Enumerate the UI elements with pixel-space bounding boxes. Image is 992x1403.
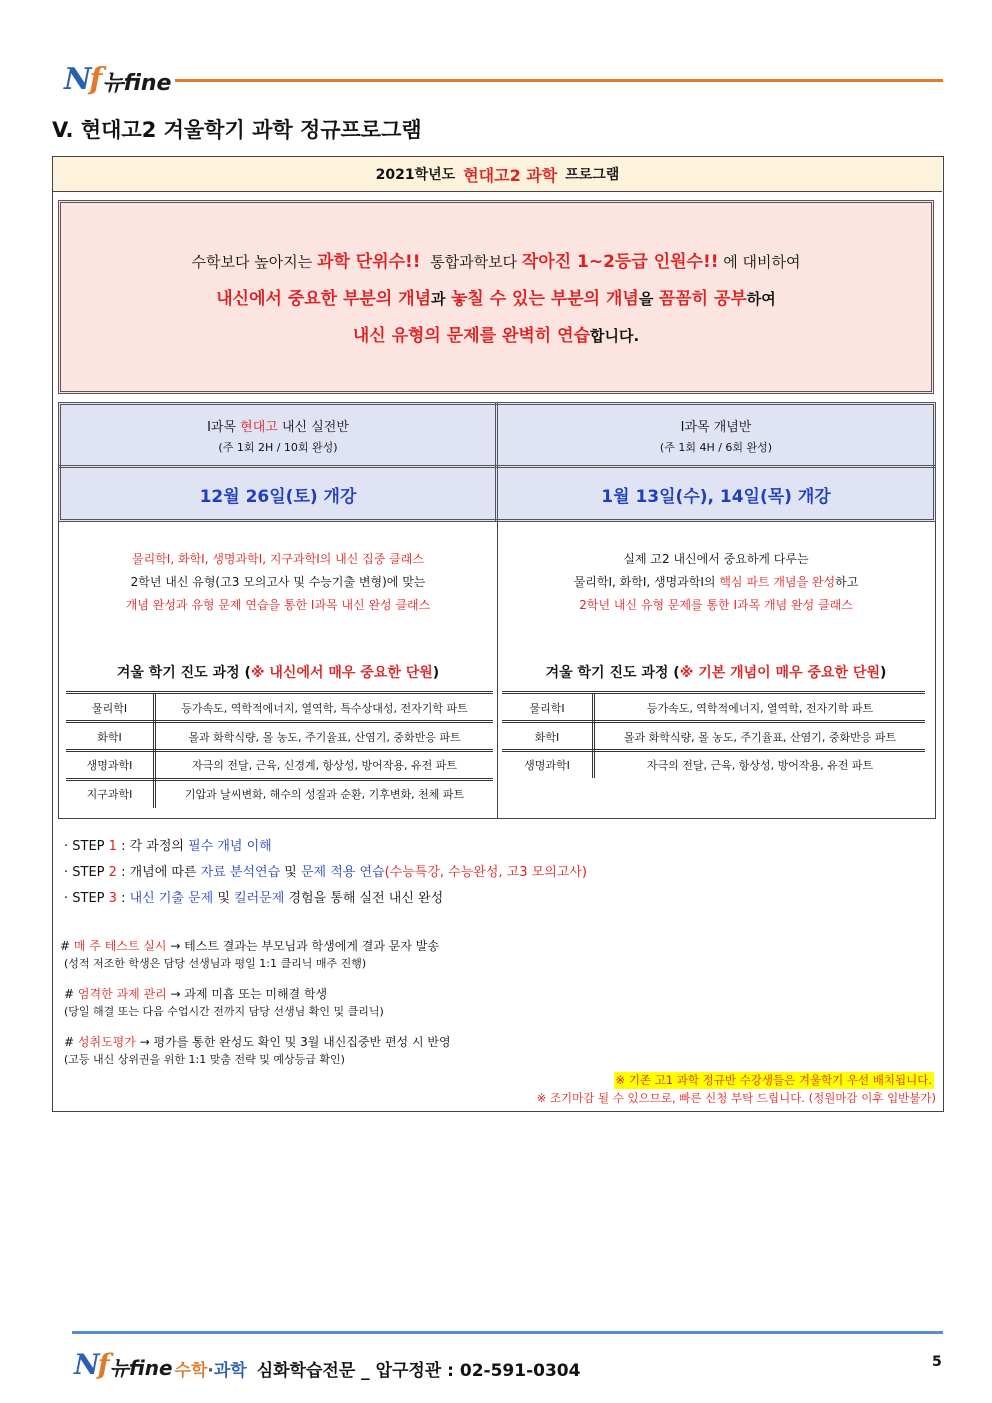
intro-line-1 — [58, 244, 934, 281]
intro-emph-practice: 내신 유형의 문제를 완벽히 연습 — [352, 326, 590, 346]
note-emph: 성취도평가 — [77, 1035, 136, 1049]
note-text: → 테스트 결과는 부모님과 학생에게 결과 문자 발송 — [170, 939, 439, 953]
note-3-sub: (고등 내신 상위권을 위한 1:1 맞춤 전략 및 예상등급 확인) — [64, 1053, 345, 1066]
left-desc-line-2: 2학년 내신 유형(고3 모의고사 및 수능기출 변형)에 맞는 — [130, 575, 426, 589]
table-row-subject: 생명과학Ⅰ — [524, 759, 570, 772]
table-row-subject: 화학Ⅰ — [97, 731, 122, 744]
note-hash: # — [64, 987, 75, 1001]
intro-emph-study: 꼼꼼히 공부 — [658, 289, 747, 309]
right-desc-2c: 하고 — [835, 575, 859, 589]
step-label: · STEP — [64, 839, 105, 854]
right-desc-line-1: 실제 고2 내신에서 중요하게 다루는 — [623, 552, 809, 566]
table-rule — [502, 691, 925, 694]
note-text: → 과제 미흡 또는 미해결 학생 — [170, 987, 328, 1001]
right-class-start: 1월 13일(수), 14일(목) 개강 — [601, 486, 831, 507]
table-row-subject: 화학Ⅰ — [534, 731, 560, 744]
logo-mark: Nf — [64, 62, 101, 97]
right-course-title-c: ) — [879, 665, 887, 681]
left-class-start: 12월 26일(토) 개강 — [199, 486, 357, 507]
note-hash: # — [64, 1035, 75, 1049]
note-3 — [64, 1033, 451, 1051]
step-note: (수능특강, 수능완성, 고3 모의고사) — [384, 865, 587, 880]
step-emph: 필수 개념 이해 — [188, 839, 272, 854]
left-desc-line-1: 물리학Ⅰ, 화학Ⅰ, 생명과학Ⅰ, 지구과학Ⅰ의 내신 집중 클래스 — [132, 552, 424, 566]
footer-logo-brand: 뉴fine — [109, 1356, 173, 1380]
left-course-title-c: ) — [432, 665, 440, 681]
step-number: 3 — [108, 891, 117, 906]
intro-text-c: 에 대비하여 — [723, 253, 801, 271]
table-rule — [502, 720, 925, 723]
step-text: : — [121, 891, 126, 906]
left-class-description — [62, 548, 494, 617]
right-class-name: Ⅰ과목 개념반 — [680, 419, 752, 435]
header-logo — [64, 62, 171, 97]
step-text: 경험을 통해 실전 내신 완성 — [288, 891, 444, 906]
right-desc-line-3: 2학년 내신 유형 문제를 통한 Ⅰ과목 개념 완성 클래스 — [579, 598, 853, 612]
intro-text-b: 통합과학보다 — [430, 253, 518, 271]
left-course-title-a: 겨울 학기 진도 과정 ( — [116, 665, 251, 681]
table-row-content: 몰과 화학식량, 몰 농도, 주기율표, 산염기, 중화반응 파트 — [623, 731, 897, 744]
footer-rule — [72, 1331, 943, 1334]
page-number: 5 — [932, 1354, 942, 1370]
step-number: 1 — [108, 839, 117, 854]
note-1-sub: (성적 저조한 학생은 담당 선생님과 평일 1:1 클리닉 매주 진행) — [64, 957, 367, 970]
step-3 — [64, 886, 587, 912]
note-hash: # — [60, 939, 71, 953]
step-number: 2 — [108, 865, 117, 880]
note-emph: 매 주 테스트 실시 — [73, 939, 167, 953]
note-1 — [60, 937, 451, 955]
right-class-schedule: (주 1회 4H / 6회 완성) — [659, 440, 773, 454]
right-desc-2a: 물리학Ⅰ, 화학Ⅰ, 생명과학Ⅰ의 — [573, 575, 716, 589]
table-row-content: 기압과 날씨변화, 해수의 성질과 순환, 기후변화, 천체 파트 — [184, 788, 465, 801]
table-row-content: 자극의 전달, 근육, 신경계, 항상성, 방어작용, 유전 파트 — [191, 759, 458, 772]
notice-early-close: ※ 조기마감 될 수 있으므로, 빠른 신청 부탁 드립니다. (정원마감 이후 입반불가) — [536, 1091, 936, 1105]
footer-subject-science: 과학 — [213, 1361, 247, 1381]
right-course-table — [502, 691, 925, 781]
intro-line-2 — [58, 281, 934, 318]
notes-list — [60, 937, 451, 1069]
right-course-title — [499, 662, 933, 682]
footer-tagline: 심화학습전문 _ 압구정관 : 02-591-0304 — [256, 1361, 581, 1381]
intro-emph-important: 내신에서 중요한 부분의 개념 — [216, 289, 432, 309]
notice-priority: ※ 기존 고1 과학 정규반 수강생들은 겨울학기 우선 배치됩니다. — [615, 1073, 932, 1087]
step-emph: 문제 적용 연습 — [300, 865, 385, 880]
right-course-title-b: ※ 기본 개념이 매우 중요한 단원 — [679, 665, 880, 681]
table-rule — [66, 778, 493, 781]
right-course-title-a: 겨울 학기 진도 과정 ( — [545, 665, 680, 681]
step-emph: 킬러문제 — [234, 891, 285, 906]
table-row-subject: 지구과학Ⅰ — [86, 788, 133, 801]
table-row-content: 자극의 전달, 근육, 항상성, 방어작용, 유전 파트 — [646, 759, 874, 772]
program-highlight: 현대고2 과학 — [463, 165, 558, 185]
step-label: · STEP — [64, 865, 105, 880]
step-text: : 각 과정의 — [121, 839, 184, 854]
header-rule — [175, 79, 943, 82]
left-course-table — [66, 691, 493, 807]
left-class-schedule: (주 1회 2H / 10회 완성) — [218, 440, 338, 454]
right-class-description — [499, 548, 933, 617]
right-desc-line-2 — [499, 571, 933, 594]
intro-text-d: 과 — [431, 290, 446, 308]
left-course-title-b: ※ 내신에서 매우 중요한 단원 — [250, 665, 433, 681]
intro-text-f: 하여 — [746, 290, 776, 308]
step-text: : 개념에 따른 — [121, 865, 197, 880]
right-class-header — [499, 406, 933, 464]
program-year: 2021학년도 — [375, 167, 456, 183]
intro-emph-missable: 놓칠 수 있는 부분의 개념 — [450, 289, 639, 309]
footer-logo — [74, 1348, 173, 1381]
note-2 — [64, 985, 451, 1003]
program-suffix: 프로그램 — [565, 167, 620, 183]
table-row-subject: 생명과학Ⅰ — [86, 759, 133, 772]
table-rule — [66, 749, 493, 752]
left-class-name-a: Ⅰ과목 — [207, 419, 237, 435]
left-desc-line-3: 개념 완성과 유형 문제 연습을 통한 Ⅰ과목 내신 완성 클래스 — [125, 598, 431, 612]
section-title: V. 현대고2 겨울학기 과학 정규프로그램 — [52, 118, 422, 142]
table-row-content: 등가속도, 역학적에너지, 열역학, 특수상대성, 전자기학 파트 — [181, 702, 468, 715]
table-row-subject: 물리학Ⅰ — [91, 702, 128, 715]
class-header-divider-h — [58, 465, 936, 468]
table-rule — [502, 749, 925, 752]
table-row-content: 등가속도, 역학적에너지, 열역학, 전자기학 파트 — [646, 702, 874, 715]
program-title-bar — [53, 157, 942, 192]
step-2 — [64, 860, 587, 886]
class-body-divider — [497, 522, 498, 819]
footer-subject — [175, 1356, 247, 1381]
left-class-name-school: 현대고 — [240, 419, 278, 435]
table-row-subject: 물리학Ⅰ — [529, 702, 565, 715]
note-emph: 엄격한 과제 관리 — [77, 987, 167, 1001]
left-course-title — [62, 662, 494, 682]
step-emph: 내신 기출 문제 — [129, 891, 214, 906]
left-class-header — [62, 406, 494, 464]
step-label: · STEP — [64, 891, 105, 906]
intro-text-a: 수학보다 높아지는 — [191, 253, 313, 271]
footer-subject-math: 수학 — [174, 1361, 208, 1381]
intro-emph-count: 작아진 1~2등급 인원수!! — [521, 252, 719, 272]
class-header-divider-v — [495, 402, 498, 522]
steps-list — [64, 834, 587, 912]
note-2-sub: (당일 해결 또는 다음 수업시간 전까지 담당 선생님 확인 및 클리닉) — [64, 1005, 384, 1018]
note-text: → 평가를 통한 완성도 확인 및 3월 내신집중반 편성 시 반영 — [139, 1035, 451, 1049]
table-row-content: 몰과 화학식량, 몰 농도, 주기율표, 산염기, 중화반응 파트 — [188, 731, 461, 744]
intro-line-3 — [58, 318, 934, 355]
left-class-name — [207, 416, 349, 435]
intro-text-g: 합니다. — [590, 327, 640, 345]
footer — [74, 1348, 580, 1381]
intro-emph-units: 과학 단위수!! — [317, 252, 421, 272]
step-text: 및 — [284, 865, 297, 880]
right-desc-2b: 핵심 파트 개념을 완성 — [719, 575, 836, 589]
step-emph: 자료 분석연습 — [200, 865, 281, 880]
footer-logo-mark: Nf — [74, 1348, 108, 1381]
step-1 — [64, 834, 587, 860]
logo-brand: 뉴fine — [102, 71, 172, 96]
step-text: 및 — [217, 891, 230, 906]
table-rule — [66, 691, 493, 694]
intro-text-e: 을 — [638, 290, 654, 308]
intro-text — [58, 244, 934, 355]
footer-subject-dot: · — [207, 1361, 214, 1381]
table-rule — [66, 720, 493, 723]
left-class-name-c: 내신 실전반 — [281, 419, 349, 435]
